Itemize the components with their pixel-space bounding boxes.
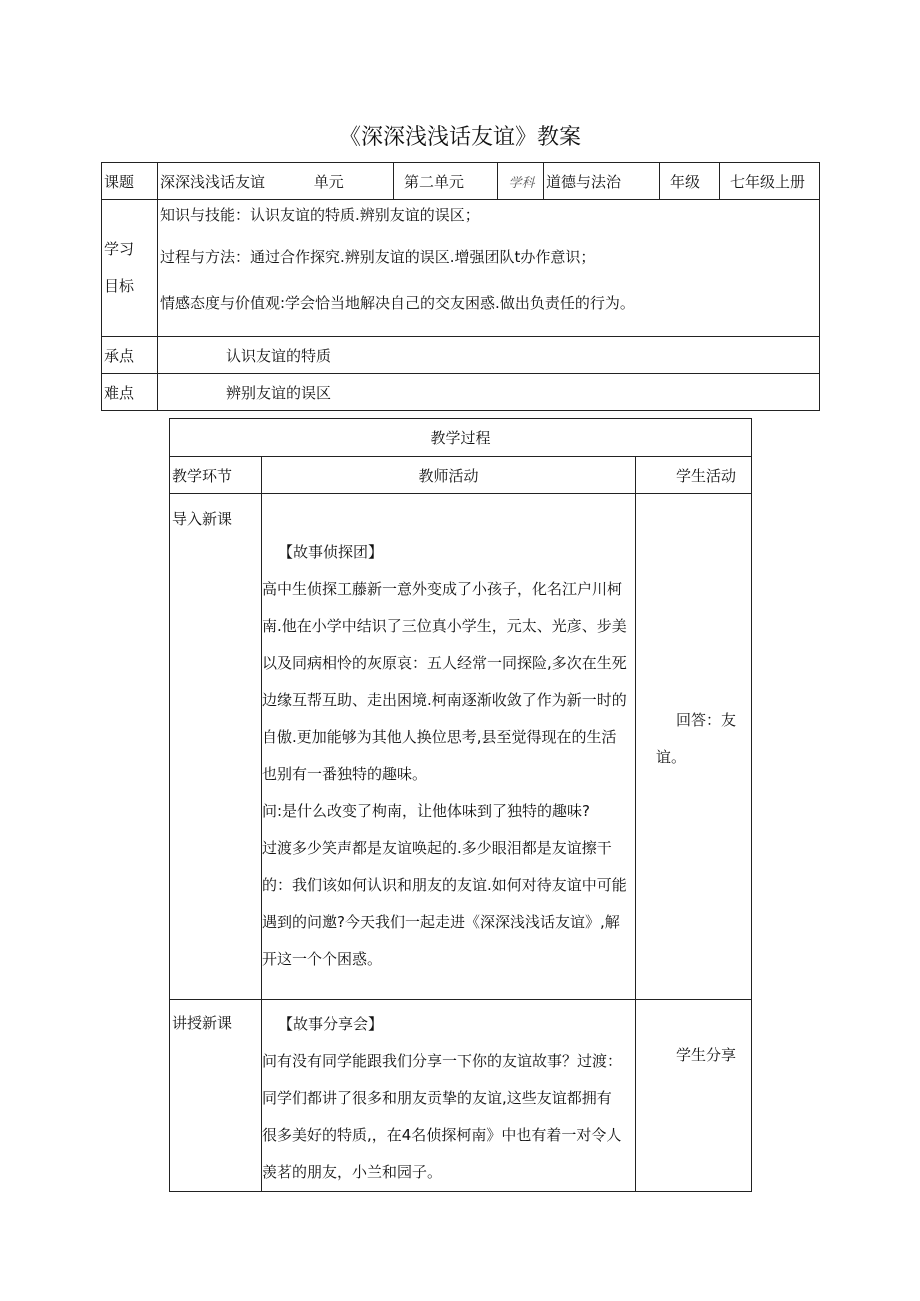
activity-line: 以及同病相怜的灰原哀：五人经常一同探险,多次在生死 — [262, 654, 627, 672]
student-answer-line-1: 回答：友 — [676, 711, 737, 729]
activity-line: 过渡多少笑声都是友谊唤起的.多少眼泪都是友谊擦干 — [262, 839, 612, 857]
goal-attitude: 情感态度与价值观:学会恰当地解决自己的交友困惑.做出负责任的行为。 — [160, 294, 635, 312]
difficulty-label: 难点 — [102, 374, 158, 411]
activity-line: 高中生侦探工藤新一意外变成了小孩子，化名江户川柯 — [262, 580, 623, 598]
col-teacher-header: 教师活动 — [262, 457, 636, 494]
student-answer-line-2: 谊。 — [656, 748, 687, 766]
key-point-label: 承点 — [102, 337, 158, 374]
activity-line: 问:是什么改变了枸南，让他体味到了独特的趣味? — [262, 802, 591, 820]
activity-heading: 【故事分享会】 — [278, 1015, 384, 1033]
activity-line: 羡茗的朋友，小兰和园子。 — [262, 1163, 443, 1181]
process-table — [169, 418, 752, 1192]
activity-line: 也别有一番独特的趣味。 — [262, 765, 428, 783]
activity-heading: 【故事侦探团】 — [278, 543, 384, 561]
student-activity-intro — [636, 494, 752, 1000]
activity-line: 的：我们该如何认识和朋友的友谊.如何对待友谊中可能 — [262, 876, 627, 894]
student-share: 学生分享 — [676, 1046, 737, 1064]
stage-intro: 导入新课 — [170, 494, 262, 1000]
lesson-info-table — [101, 162, 820, 411]
activity-line: 边缘互帮互助、走出困境.柯南逐渐收敛了作为新一时的 — [262, 691, 627, 709]
activity-line: 自傲.更加能够为其他人换位思考,县至觉得现在的生活 — [262, 728, 617, 746]
student-activity-new-lesson — [636, 1000, 752, 1192]
document-title: 《深深浅浅话友谊》教案 — [338, 125, 581, 150]
activity-line: 很多美好的特质,，在4名侦探柯南》中也有着一对令人 — [262, 1126, 622, 1144]
activity-line: 问有没有同学能跟我们分享一下你的友谊故事？过渡： — [262, 1052, 623, 1070]
subject-label: 学科 — [498, 163, 544, 200]
course-cell — [158, 163, 394, 200]
teacher-activity-intro — [262, 494, 636, 1000]
col-student-header: 学生活动 — [636, 457, 752, 494]
goals-label-line-2: 目标 — [104, 277, 135, 295]
grade-value: 七年级上册 — [720, 163, 820, 200]
subject-value: 道德与法治 — [544, 163, 660, 200]
col-stage-header: 教学环节 — [170, 457, 262, 494]
grade-label: 年级 — [660, 163, 720, 200]
activity-line: 南.他在小学中结识了三位真小学生，元太、光彦、步美 — [262, 617, 627, 635]
unit-label: 单元 — [313, 172, 344, 191]
goals-label — [102, 200, 158, 337]
goals-content — [158, 200, 820, 337]
teacher-activity-new-lesson — [262, 1000, 636, 1192]
process-header: 教学过程 — [170, 419, 752, 457]
goal-knowledge: 知识与技能：认识友谊的特质.辨别友谊的误区； — [160, 206, 480, 224]
stage-new-lesson: 讲授新课 — [170, 1000, 262, 1192]
goal-process: 过程与方法：通过合作探究.辨别友谊的误区.增强团队t办作意识； — [160, 248, 596, 266]
activity-line: 开这一个个困惑。 — [262, 950, 383, 968]
key-point-value: 认识友谊的特质 — [158, 337, 820, 374]
goals-label-line-1: 学习 — [104, 240, 135, 258]
activity-line: 遇到的问邀?今天我们一起走进《深深浅浅话友谊》,解 — [262, 913, 620, 931]
unit-value: 第二单元 — [394, 163, 498, 200]
course-value: 深深浅浅话友谊 — [160, 172, 266, 191]
difficulty-value: 辨别友谊的误区 — [158, 374, 820, 411]
course-label: 课题 — [102, 163, 158, 200]
activity-line: 同学们都讲了很多和朋友贡挚的友谊,这些友谊都拥有 — [262, 1089, 612, 1107]
